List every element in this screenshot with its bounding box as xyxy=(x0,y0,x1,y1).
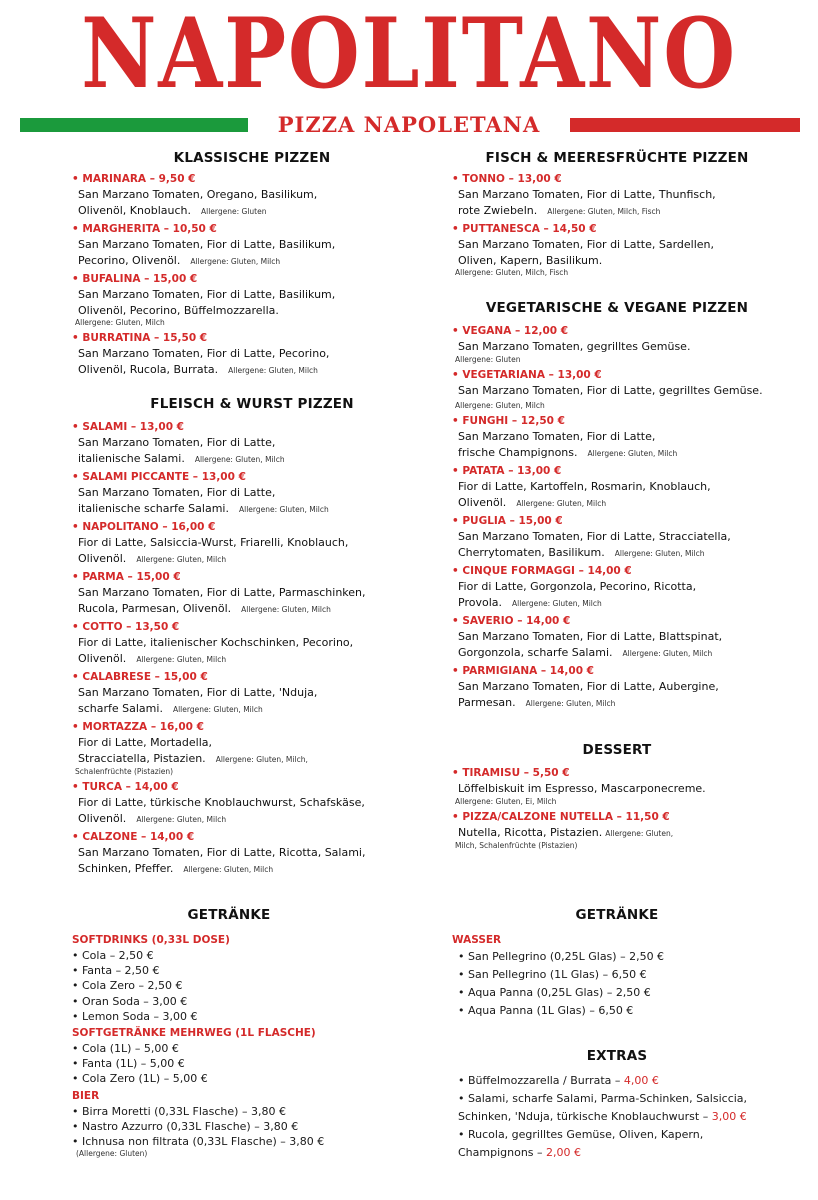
item-desc: Olivenöl. Allergene: Gluten, Milch xyxy=(78,811,227,825)
item-desc: Olivenöl. Allergene: Gluten, Milch xyxy=(78,551,227,565)
item-desc: Olivenöl, Pecorino, Büffelmozzarella. xyxy=(78,303,279,317)
section-heading: FLEISCH & WURST PIZZEN xyxy=(150,396,354,412)
allergen-note: Allergene: Gluten, Milch xyxy=(228,365,318,375)
item-desc: Olivenöl. Allergene: Gluten, Milch xyxy=(78,651,227,665)
item-desc: Fior di Latte, Salsiccia-Wurst, Friarelli, Knoblauch, xyxy=(78,536,349,549)
item-name: • VEGETARIANA – 13,00 € xyxy=(452,368,602,381)
item-name: • SAVERIO – 14,00 € xyxy=(452,615,571,627)
item-name: • COTTO – 13,50 € xyxy=(72,621,180,633)
allergen-note: Allergene: Gluten, Milch xyxy=(516,498,607,508)
menu-item-tiramisu xyxy=(452,766,782,807)
item-desc: San Marzano Tomaten, Fior di Latte, Aubergine, xyxy=(458,680,719,693)
item-desc: San Marzano Tomaten, Fior di Latte, Parmaschinken, xyxy=(78,586,366,599)
section-heading: FISCH & MEERESFRÜCHTE PIZZEN xyxy=(485,150,749,166)
drink-item: • San Pellegrino (1L Glas) – 6,50 € xyxy=(458,968,647,981)
drink-group-title: BIER xyxy=(72,1089,100,1102)
item-desc: San Marzano Tomaten, Fior di Latte, Ricotta, Salami, xyxy=(78,846,366,859)
extra-item: • Rucola, gegrilltes Gemüse, Oliven, Kapern, xyxy=(458,1128,704,1141)
menu-item-parmigiana xyxy=(452,664,782,711)
allergen-note: Allergene: Gluten, Milch xyxy=(614,548,705,558)
item-desc: scharfe Salami. Allergene: Gluten, Milch xyxy=(78,701,263,715)
item-desc: Cherrytomaten, Basilikum. Allergene: Gluten, Milch xyxy=(458,545,705,559)
extra-item: Schinken, 'Nduja, türkische Knoblauchwurst – 3,00 € xyxy=(458,1110,747,1123)
item-desc: italienische Salami. Allergene: Gluten, Milch xyxy=(78,451,285,465)
item-name: • MARINARA – 9,50 € xyxy=(72,173,196,185)
drink-groups xyxy=(452,933,782,1020)
item-desc: Stracciatella, Pistazien. Allergene: Gluten, Milch, xyxy=(78,751,308,765)
item-desc: San Marzano Tomaten, Fior di Latte, 'Nduja, xyxy=(78,686,318,699)
item-name: • BURRATINA – 15,50 € xyxy=(72,332,208,344)
item-desc: San Marzano Tomaten, Fior di Latte, xyxy=(78,486,276,499)
item-desc: italienische scharfe Salami. Allergene: Gluten, Milch xyxy=(78,501,329,515)
item-desc: Gorgonzola, scharfe Salami. Allergene: Gluten, Milch xyxy=(458,645,713,659)
item-desc: San Marzano Tomaten, Fior di Latte, Stracciatella, xyxy=(458,530,731,543)
item-desc: Olivenöl, Rucola, Burrata. Allergene: Gluten, Milch xyxy=(78,362,318,376)
menu-item-turca xyxy=(72,780,432,827)
item-desc: Fior di Latte, italienischer Kochschinken, Pecorino, xyxy=(78,636,354,649)
allergen-note: Allergene: Gluten, Milch, Fisch xyxy=(455,268,569,277)
extra-item: • Salami, scharfe Salami, Parma-Schinken, Salsiccia, xyxy=(458,1092,748,1105)
drink-group-title: SOFTGETRÄNKE MEHRWEG (1L FLASCHE) xyxy=(72,1027,316,1040)
item-list xyxy=(452,324,782,711)
item-name: • FUNGHI – 12,50 € xyxy=(452,415,565,427)
item-name: • TURCA – 14,00 € xyxy=(72,781,179,793)
item-desc: San Marzano Tomaten, Fior di Latte, xyxy=(78,436,276,449)
menu-item-cinque-formaggi xyxy=(452,564,782,611)
item-desc: Olivenöl, Knoblauch. Allergene: Gluten xyxy=(78,203,267,217)
item-name: • BUFALINA – 15,00 € xyxy=(72,273,198,285)
menu-item-mortazza xyxy=(72,720,432,777)
section-klassische xyxy=(72,150,432,378)
item-name: • CINQUE FORMAGGI – 14,00 € xyxy=(452,565,632,577)
item-desc: Olivenöl. Allergene: Gluten, Milch xyxy=(458,495,607,509)
menu-item-parma xyxy=(72,570,432,617)
menu-item-vegetariana xyxy=(452,368,782,412)
section-heading: EXTRAS xyxy=(586,1048,648,1064)
section-heading: GETRÄNKE xyxy=(187,907,271,923)
item-name: • PARMIGIANA – 14,00 € xyxy=(452,665,594,677)
menu-item-napolitano xyxy=(72,520,432,567)
menu-item-puttanesca xyxy=(452,222,782,278)
item-desc: Parmesan. Allergene: Gluten, Milch xyxy=(458,695,616,709)
menu-item-funghi xyxy=(452,414,782,461)
menu-item-margherita xyxy=(72,222,432,269)
item-name: • PIZZA/CALZONE NUTELLA – 11,50 € xyxy=(452,810,670,823)
drink-groups xyxy=(72,933,402,1159)
drink-item: • Cola Zero (1L) – 5,00 € xyxy=(72,1072,208,1086)
item-name: • CALABRESE – 15,00 € xyxy=(72,671,208,683)
menu-item-salami xyxy=(72,420,432,467)
extra-price: 4,00 € xyxy=(623,1074,659,1087)
item-desc: San Marzano Tomaten, Fior di Latte, Basilikum, xyxy=(78,238,336,251)
menu-item-tonno xyxy=(452,172,782,219)
allergen-note: Allergene: Gluten, Milch xyxy=(622,648,713,658)
item-desc: San Marzano Tomaten, Fior di Latte, Blattspinat, xyxy=(458,630,723,643)
item-name: • PUTTANESCA – 14,50 € xyxy=(452,223,597,235)
allergen-note: Allergene: Gluten, Milch xyxy=(136,554,227,564)
allergen-note: Allergene: Gluten, Milch xyxy=(241,604,331,614)
item-desc: Oliven, Kapern, Basilikum. xyxy=(458,253,603,267)
item-desc: San Marzano Tomaten, Fior di Latte, xyxy=(458,430,656,443)
drink-item: • Birra Moretti (0,33L Flasche) – 3,80 € xyxy=(72,1104,286,1118)
allergen-note: Allergene: Gluten xyxy=(200,206,267,216)
item-name: • TONNO – 13,00 € xyxy=(452,173,562,185)
item-desc: frische Champignons. Allergene: Gluten, Milch xyxy=(458,445,678,459)
item-desc: Fior di Latte, türkische Knoblauchwurst, Schafskäse, xyxy=(78,796,365,809)
section-getraenke-left xyxy=(72,907,402,1159)
menu-item-saverio xyxy=(452,614,782,661)
section-extras xyxy=(452,1048,782,1162)
item-name: • PARMA – 15,00 € xyxy=(72,571,181,583)
menu-item-cotto xyxy=(72,620,432,667)
item-desc: Schinken, Pfeffer. Allergene: Gluten, Milch xyxy=(78,861,274,875)
item-name: • TIRAMISU – 5,50 € xyxy=(452,767,570,779)
drink-item: • Ichnusa non filtrata (0,33L Flasche) – 3,80 € xyxy=(72,1135,325,1149)
allergen-note: Allergene: Gluten, Milch xyxy=(172,704,263,714)
item-desc: San Marzano Tomaten, Oregano, Basilikum, xyxy=(78,188,318,201)
item-desc: San Marzano Tomaten, Fior di Latte, Thunfisch, xyxy=(458,188,716,201)
section-dessert xyxy=(452,742,782,851)
drink-item: • Cola (1L) – 5,00 € xyxy=(72,1042,179,1056)
allergen-note-extra: Milch, Schalenfrüchte (Pistazien) xyxy=(455,841,578,850)
item-list xyxy=(452,766,782,851)
item-desc: Fior di Latte, Mortadella, xyxy=(78,736,213,749)
allergen-note: Allergene: Gluten, Milch xyxy=(455,401,545,410)
section-heading: GETRÄNKE xyxy=(575,907,659,923)
allergen-note: Allergene: Gluten, Ei, Milch xyxy=(455,796,557,806)
allergen-note: Allergene: Gluten, Milch xyxy=(194,454,285,464)
allergen-note: Allergene: Gluten, Milch, Fisch xyxy=(547,206,661,216)
extra-item: • Büffelmozzarella / Burrata – 4,00 € xyxy=(458,1074,659,1087)
drink-group-title: WASSER xyxy=(452,934,502,946)
drink-item: • Lemon Soda – 3,00 € xyxy=(72,1009,198,1023)
allergen-note: Allergene: Gluten, xyxy=(605,828,674,838)
item-desc: San Marzano Tomaten, gegrilltes Gemüse. xyxy=(458,340,691,353)
item-desc: Nutella, Ricotta, Pistazien. Allergene: Gluten, xyxy=(458,825,674,839)
item-name: • SALAMI PICCANTE – 13,00 € xyxy=(72,471,246,483)
allergen-note: Allergene: Gluten, Milch xyxy=(136,814,227,824)
allergen-note: Allergene: Gluten, Milch xyxy=(136,654,227,664)
restaurant-title: NAPOLITANO xyxy=(81,0,737,110)
drink-item: • Aqua Panna (0,25L Glas) – 2,50 € xyxy=(458,986,651,999)
item-desc: Pecorino, Olivenöl. Allergene: Gluten, Milch xyxy=(78,253,281,267)
drink-item: • Oran Soda – 3,00 € xyxy=(72,994,188,1008)
italian-flag-green-bar xyxy=(20,118,248,132)
section-fisch xyxy=(452,150,782,278)
allergen-note: Allergene: Gluten, Milch, xyxy=(215,754,308,764)
item-desc: Löffelbiskuit im Espresso, Mascarponecreme. xyxy=(458,782,706,795)
menu-item-marinara xyxy=(72,172,432,219)
extra-price: 3,00 € xyxy=(711,1110,747,1123)
allergen-note: Allergene: Gluten xyxy=(455,354,521,364)
menu-item-patata xyxy=(452,464,782,511)
drink-item: • Nastro Azzurro (0,33L Flasche) – 3,80 € xyxy=(72,1119,299,1133)
item-name: • NAPOLITANO – 16,00 € xyxy=(72,521,216,533)
item-desc: Fior di Latte, Gorgonzola, Pecorino, Ricotta, xyxy=(458,580,697,593)
italian-flag-red-bar xyxy=(570,118,800,132)
allergen-note: Allergene: Gluten, Milch xyxy=(587,448,678,458)
allergen-note: Allergene: Gluten, Milch xyxy=(238,504,329,514)
menu-item-salami-piccante xyxy=(72,470,432,517)
drink-item: • Fanta – 2,50 € xyxy=(72,964,160,978)
section-vegetarisch xyxy=(452,300,782,711)
menu-item-burratina xyxy=(72,331,432,378)
drink-group-title: SOFTDRINKS (0,33L DOSE) xyxy=(72,934,230,946)
drink-item: • Cola Zero – 2,50 € xyxy=(72,979,183,993)
item-desc: San Marzano Tomaten, Fior di Latte, Pecorino, xyxy=(78,347,330,360)
menu-item-calzone xyxy=(72,830,432,877)
item-desc: San Marzano Tomaten, Fior di Latte, Sardellen, xyxy=(458,238,715,251)
section-fleisch xyxy=(72,396,432,877)
extra-price: 2,00 € xyxy=(546,1146,582,1159)
item-list xyxy=(72,420,432,877)
item-list xyxy=(72,172,432,378)
item-name: • SALAMI – 13,00 € xyxy=(72,421,184,433)
allergen-note: (Allergene: Gluten) xyxy=(76,1149,148,1159)
item-desc: San Marzano Tomaten, Fior di Latte, gegrilltes Gemüse. xyxy=(458,383,763,397)
drink-item: • Cola – 2,50 € xyxy=(72,949,154,962)
extras-list xyxy=(452,1072,782,1162)
drink-item: • Aqua Panna (1L Glas) – 6,50 € xyxy=(458,1004,634,1017)
section-heading: KLASSISCHE PIZZEN xyxy=(173,150,331,166)
allergen-note: Allergene: Gluten, Milch xyxy=(525,698,616,708)
section-heading: DESSERT xyxy=(582,742,652,758)
item-name: • CALZONE – 14,00 € xyxy=(72,831,195,843)
menu-item-calabrese xyxy=(72,670,432,717)
menu-item-bufalina xyxy=(72,272,432,328)
item-name: • PATATA – 13,00 € xyxy=(452,465,562,477)
allergen-note: Allergene: Gluten, Milch xyxy=(511,598,602,608)
item-name: • MARGHERITA – 10,50 € xyxy=(72,223,217,235)
allergen-note: Allergene: Gluten, Milch xyxy=(190,256,281,266)
item-list xyxy=(452,172,782,278)
item-desc: Rucola, Parmesan, Olivenöl. Allergene: Gluten, Milch xyxy=(78,601,331,615)
item-name: • MORTAZZA – 16,00 € xyxy=(72,721,204,733)
menu-item-vegana xyxy=(452,324,782,365)
item-desc: rote Zwiebeln. Allergene: Gluten, Milch, Fisch xyxy=(458,203,661,217)
restaurant-subtitle: PIZZA NAPOLETANA xyxy=(277,112,541,137)
item-desc: Provola. Allergene: Gluten, Milch xyxy=(458,595,602,609)
menu-item-nutella xyxy=(452,810,782,852)
allergen-note: Allergene: Gluten, Milch xyxy=(183,864,274,874)
item-name: • PUGLIA – 15,00 € xyxy=(452,515,563,527)
item-desc: San Marzano Tomaten, Fior di Latte, Basilikum, xyxy=(78,288,336,301)
section-heading: VEGETARISCHE & VEGANE PIZZEN xyxy=(485,300,749,316)
menu-item-puglia xyxy=(452,514,782,561)
allergen-note-extra: Schalenfrüchte (Pistazien) xyxy=(75,767,174,776)
item-name: • VEGANA – 12,00 € xyxy=(452,325,569,337)
item-desc: Fior di Latte, Kartoffeln, Rosmarin, Knoblauch, xyxy=(458,480,711,493)
allergen-note: Allergene: Gluten, Milch xyxy=(75,318,165,327)
section-getraenke-right xyxy=(452,907,782,1020)
extra-item: Champignons – 2,00 € xyxy=(458,1146,582,1159)
drink-item: • Fanta (1L) – 5,00 € xyxy=(72,1057,185,1071)
drink-item: • San Pellegrino (0,25L Glas) – 2,50 € xyxy=(458,950,665,963)
